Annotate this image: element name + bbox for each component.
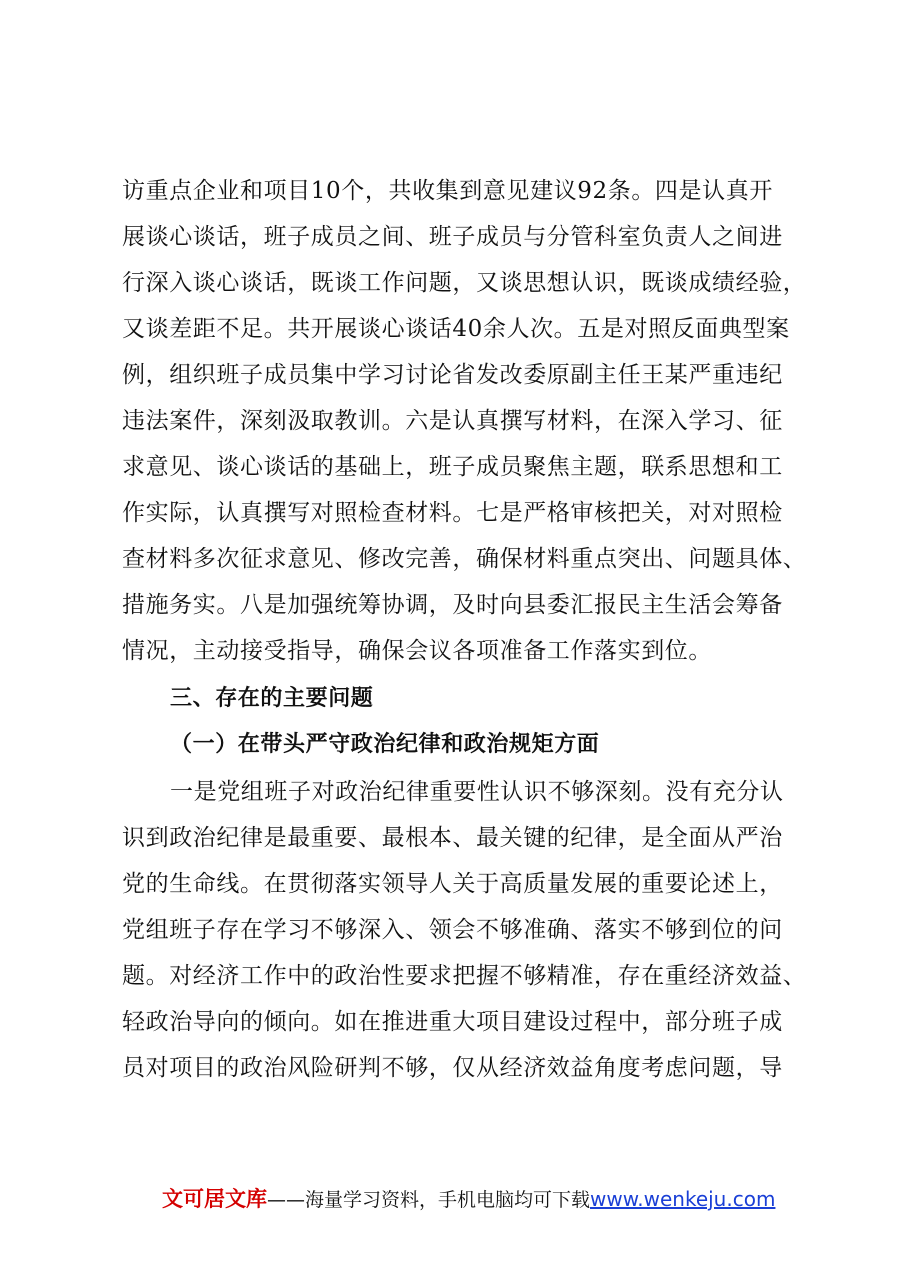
body-line-13: 识到政治纪律是最重要、最根本、最关键的纪律，是全面从严治 (122, 825, 783, 851)
body-line-9: 查材料多次征求意见、修改完善，确保材料重点突出、问题具体、 (122, 546, 807, 572)
footer-slogan: ——海量学习资料，手机电脑均可下载 (267, 1189, 591, 1211)
body-line-12: 一是党组班子对政治纪律重要性认识不够深刻。没有充分认 (170, 779, 784, 805)
body-line-14: 党的生命线。在贯彻落实领导人关于高质量发展的重要论述上， (122, 871, 783, 897)
body-line-17: 轻政治导向的倾向。如在推进重大项目建设过程中，部分班子成 (122, 1009, 783, 1035)
section-heading: 三、存在的主要问题 (170, 686, 374, 711)
body-line-5: 例，组织班子成员集中学习讨论省发改委原副主任王某严重违纪 (122, 362, 783, 388)
body-line-3: 行深入谈心谈话，既谈工作问题，又谈思想认识，既谈成绩经验， (122, 270, 807, 296)
footer-url-link[interactable]: www.wenkeju.com (590, 1187, 776, 1211)
body-line-4: 又谈差距不足。共开展谈心谈话40余人次。五是对照反面典型案 (122, 316, 790, 342)
body-line-15: 党组班子存在学习不够深入、领会不够准确、落实不够到位的问 (122, 917, 783, 943)
body-line-6: 违法案件，深刻汲取教训。六是认真撰写材料，在深入学习、征 (122, 408, 783, 434)
sub-heading: （一）在带头严守政治纪律和政治规矩方面 (170, 731, 600, 757)
footer-brand: 文可居文库 (162, 1187, 267, 1211)
body-line-18: 员对项目的政治风险研判不够，仅从经济效益角度考虑问题，导 (122, 1055, 783, 1081)
body-line-2: 展谈心谈话，班子成员之间、班子成员与分管科室负责人之间进 (122, 224, 783, 250)
body-line-7: 求意见、谈心谈话的基础上，班子成员聚焦主题，联系思想和工 (122, 454, 783, 480)
footer-banner (162, 1183, 775, 1213)
body-line-10: 措施务实。八是加强统筹协调，及时向县委汇报民主生活会筹备 (122, 592, 783, 618)
body-line-11: 情况，主动接受指导，确保会议各项准备工作落实到位。 (122, 638, 712, 664)
body-line-16: 题。对经济工作中的政治性要求把握不够精准，存在重经济效益、 (122, 963, 807, 989)
body-line-1: 访重点企业和项目10个，共收集到意见建议92条。四是认真开 (122, 178, 773, 204)
body-line-8: 作实际，认真撰写对照检查材料。七是严格审核把关，对对照检 (122, 500, 783, 526)
